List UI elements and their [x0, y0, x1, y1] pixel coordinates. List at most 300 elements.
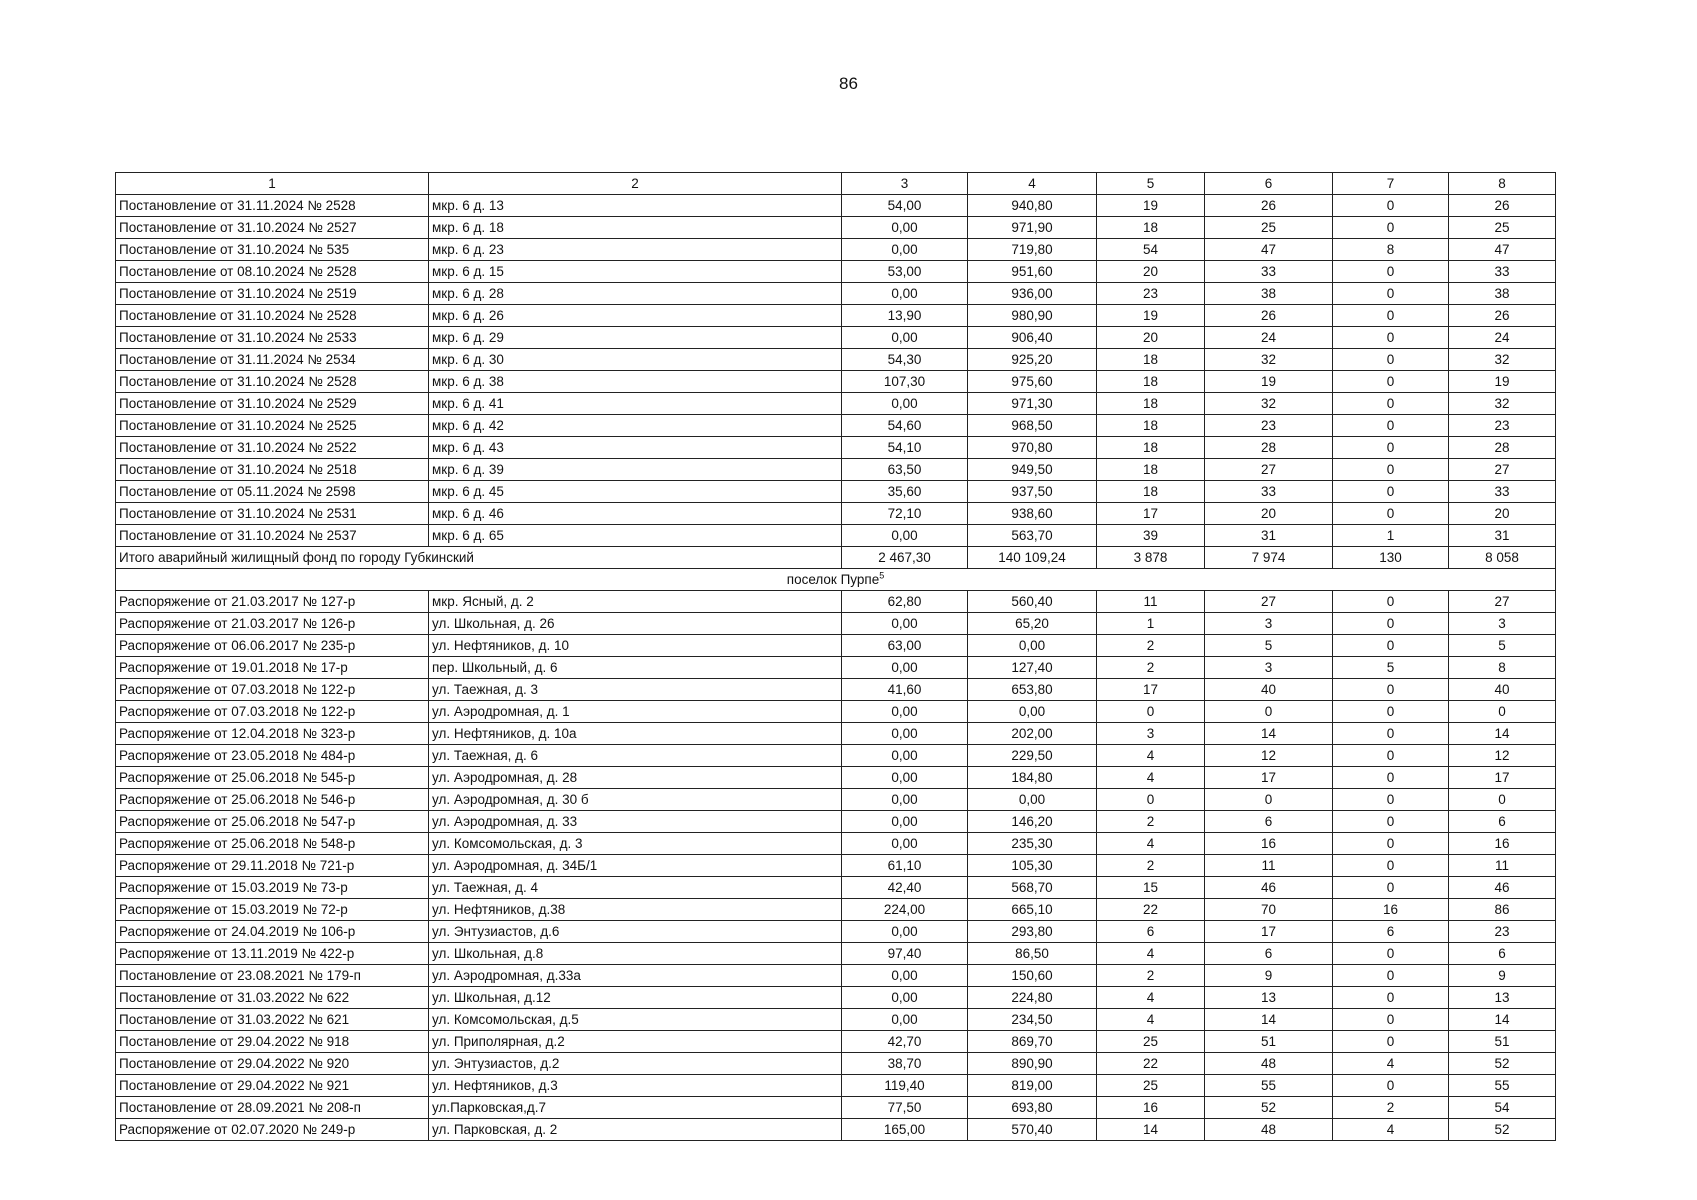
- address-cell: мкр. 6 д. 13: [429, 195, 842, 217]
- total-value-cell: 130: [1333, 547, 1449, 569]
- header-cell: 6: [1205, 173, 1333, 195]
- col5-cell: 17: [1097, 679, 1205, 701]
- document-cell: Распоряжение от 29.11.2018 № 721-р: [116, 855, 429, 877]
- section-row: [116, 569, 1556, 591]
- address-cell: ул. Таежная, д. 6: [429, 745, 842, 767]
- col8-cell: 33: [1449, 481, 1556, 503]
- col5-cell: 1: [1097, 613, 1205, 635]
- col6-cell: 48: [1205, 1119, 1333, 1141]
- col8-cell: 38: [1449, 283, 1556, 305]
- col7-cell: 0: [1333, 877, 1449, 899]
- address-cell: ул. Аэродромная, д. 30 б: [429, 789, 842, 811]
- col7-cell: 8: [1333, 239, 1449, 261]
- col5-cell: 2: [1097, 635, 1205, 657]
- col7-cell: 2: [1333, 1097, 1449, 1119]
- document-cell: Распоряжение от 25.06.2018 № 546-р: [116, 789, 429, 811]
- header-cell: 3: [842, 173, 968, 195]
- col8-cell: 27: [1449, 591, 1556, 613]
- col7-cell: 0: [1333, 327, 1449, 349]
- col5-cell: 39: [1097, 525, 1205, 547]
- col3-cell: 63,50: [842, 459, 968, 481]
- col3-cell: 35,60: [842, 481, 968, 503]
- header-cell: 8: [1449, 173, 1556, 195]
- col8-cell: 6: [1449, 811, 1556, 833]
- col3-cell: 0,00: [842, 745, 968, 767]
- total-value-cell: 140 109,24: [968, 547, 1097, 569]
- document-cell: Распоряжение от 23.05.2018 № 484-р: [116, 745, 429, 767]
- document-cell: Постановление от 23.08.2021 № 179-п: [116, 965, 429, 987]
- col3-cell: 0,00: [842, 283, 968, 305]
- section-title: поселок Пурпе: [786, 572, 880, 587]
- col3-cell: 53,00: [842, 261, 968, 283]
- col8-cell: 26: [1449, 305, 1556, 327]
- header-cell: 7: [1333, 173, 1449, 195]
- col7-cell: 0: [1333, 393, 1449, 415]
- header-cell: 4: [968, 173, 1097, 195]
- col4-cell: 906,40: [968, 327, 1097, 349]
- address-cell: мкр. 6 д. 26: [429, 305, 842, 327]
- col5-cell: 22: [1097, 1053, 1205, 1075]
- col4-cell: 971,90: [968, 217, 1097, 239]
- col4-cell: 869,70: [968, 1031, 1097, 1053]
- col6-cell: 17: [1205, 921, 1333, 943]
- document-cell: Постановление от 28.09.2021 № 208-п: [116, 1097, 429, 1119]
- address-cell: ул. Таежная, д. 4: [429, 877, 842, 899]
- col5-cell: 4: [1097, 1009, 1205, 1031]
- col4-cell: 0,00: [968, 789, 1097, 811]
- table-row: [116, 855, 1556, 877]
- col7-cell: 0: [1333, 415, 1449, 437]
- col6-cell: 24: [1205, 327, 1333, 349]
- document-cell: Постановление от 05.11.2024 № 2598: [116, 481, 429, 503]
- table-row: [116, 437, 1556, 459]
- address-cell: мкр. 6 д. 41: [429, 393, 842, 415]
- col3-cell: 0,00: [842, 393, 968, 415]
- col4-cell: 568,70: [968, 877, 1097, 899]
- col3-cell: 42,40: [842, 877, 968, 899]
- table-row: [116, 327, 1556, 349]
- col3-cell: 107,30: [842, 371, 968, 393]
- col3-cell: 0,00: [842, 701, 968, 723]
- document-cell: Постановление от 29.04.2022 № 921: [116, 1075, 429, 1097]
- address-cell: ул. Энтузиастов, д.6: [429, 921, 842, 943]
- col5-cell: 2: [1097, 855, 1205, 877]
- col3-cell: 62,80: [842, 591, 968, 613]
- table-row: [116, 349, 1556, 371]
- col7-cell: 0: [1333, 767, 1449, 789]
- col4-cell: 653,80: [968, 679, 1097, 701]
- document-cell: Постановление от 31.10.2024 № 2522: [116, 437, 429, 459]
- table-row: [116, 767, 1556, 789]
- col3-cell: 0,00: [842, 921, 968, 943]
- col4-cell: 184,80: [968, 767, 1097, 789]
- address-cell: ул. Школьная, д.12: [429, 987, 842, 1009]
- col4-cell: 968,50: [968, 415, 1097, 437]
- col5-cell: 18: [1097, 217, 1205, 239]
- address-cell: ул. Аэродромная, д. 1: [429, 701, 842, 723]
- address-cell: мкр. 6 д. 30: [429, 349, 842, 371]
- col7-cell: 0: [1333, 349, 1449, 371]
- address-cell: ул. Аэродромная, д. 33: [429, 811, 842, 833]
- document-cell: Распоряжение от 21.03.2017 № 127-р: [116, 591, 429, 613]
- col4-cell: 229,50: [968, 745, 1097, 767]
- col8-cell: 23: [1449, 921, 1556, 943]
- col5-cell: 18: [1097, 415, 1205, 437]
- table-row: [116, 239, 1556, 261]
- col8-cell: 9: [1449, 965, 1556, 987]
- col5-cell: 14: [1097, 1119, 1205, 1141]
- col7-cell: 0: [1333, 811, 1449, 833]
- col4-cell: 224,80: [968, 987, 1097, 1009]
- col5-cell: 6: [1097, 921, 1205, 943]
- col3-cell: 0,00: [842, 657, 968, 679]
- table-row: [116, 701, 1556, 723]
- table-row: [116, 943, 1556, 965]
- col4-cell: 693,80: [968, 1097, 1097, 1119]
- col6-cell: 28: [1205, 437, 1333, 459]
- col8-cell: 33: [1449, 261, 1556, 283]
- col7-cell: 0: [1333, 855, 1449, 877]
- col8-cell: 14: [1449, 723, 1556, 745]
- col8-cell: 11: [1449, 855, 1556, 877]
- col8-cell: 23: [1449, 415, 1556, 437]
- col8-cell: 86: [1449, 899, 1556, 921]
- col5-cell: 15: [1097, 877, 1205, 899]
- col4-cell: 563,70: [968, 525, 1097, 547]
- address-cell: ул. Нефтяников, д. 10а: [429, 723, 842, 745]
- col4-cell: 951,60: [968, 261, 1097, 283]
- document-cell: Постановление от 31.10.2024 № 2529: [116, 393, 429, 415]
- col5-cell: 4: [1097, 767, 1205, 789]
- col5-cell: 4: [1097, 745, 1205, 767]
- header-cell: 5: [1097, 173, 1205, 195]
- total-value-cell: 8 058: [1449, 547, 1556, 569]
- table-row: [116, 1053, 1556, 1075]
- col3-cell: 0,00: [842, 987, 968, 1009]
- col5-cell: 2: [1097, 965, 1205, 987]
- document-cell: Распоряжение от 12.04.2018 № 323-р: [116, 723, 429, 745]
- col7-cell: 16: [1333, 899, 1449, 921]
- col7-cell: 0: [1333, 459, 1449, 481]
- col6-cell: 17: [1205, 767, 1333, 789]
- address-cell: мкр. 6 д. 38: [429, 371, 842, 393]
- col7-cell: 0: [1333, 283, 1449, 305]
- col6-cell: 51: [1205, 1031, 1333, 1053]
- col3-cell: 54,00: [842, 195, 968, 217]
- col3-cell: 0,00: [842, 723, 968, 745]
- col8-cell: 8: [1449, 657, 1556, 679]
- col6-cell: 20: [1205, 503, 1333, 525]
- col7-cell: 0: [1333, 613, 1449, 635]
- col6-cell: 33: [1205, 261, 1333, 283]
- col7-cell: 4: [1333, 1119, 1449, 1141]
- document-cell: Постановление от 31.10.2024 № 2519: [116, 283, 429, 305]
- col6-cell: 52: [1205, 1097, 1333, 1119]
- col4-cell: 234,50: [968, 1009, 1097, 1031]
- table-row: [116, 635, 1556, 657]
- col7-cell: 0: [1333, 1031, 1449, 1053]
- table-row: [116, 195, 1556, 217]
- col6-cell: 9: [1205, 965, 1333, 987]
- col5-cell: 20: [1097, 261, 1205, 283]
- address-cell: мкр. 6 д. 43: [429, 437, 842, 459]
- col7-cell: 0: [1333, 503, 1449, 525]
- total-value-cell: 7 974: [1205, 547, 1333, 569]
- col8-cell: 0: [1449, 701, 1556, 723]
- col8-cell: 20: [1449, 503, 1556, 525]
- col7-cell: 0: [1333, 723, 1449, 745]
- header-row: [116, 173, 1556, 195]
- housing-fund-table: [115, 172, 1556, 1141]
- col4-cell: 150,60: [968, 965, 1097, 987]
- col6-cell: 3: [1205, 657, 1333, 679]
- col6-cell: 12: [1205, 745, 1333, 767]
- col3-cell: 0,00: [842, 811, 968, 833]
- document-cell: Распоряжение от 07.03.2018 № 122-р: [116, 701, 429, 723]
- document-cell: Постановление от 31.10.2024 № 2528: [116, 305, 429, 327]
- document-cell: Постановление от 31.10.2024 № 2525: [116, 415, 429, 437]
- table-row: [116, 921, 1556, 943]
- address-cell: мкр. 6 д. 29: [429, 327, 842, 349]
- total-value-cell: 3 878: [1097, 547, 1205, 569]
- col5-cell: 25: [1097, 1075, 1205, 1097]
- col6-cell: 5: [1205, 635, 1333, 657]
- document-cell: Постановление от 29.04.2022 № 918: [116, 1031, 429, 1053]
- col7-cell: 0: [1333, 965, 1449, 987]
- address-cell: ул. Комсомольская, д.5: [429, 1009, 842, 1031]
- address-cell: мкр. 6 д. 18: [429, 217, 842, 239]
- address-cell: мкр. 6 д. 65: [429, 525, 842, 547]
- document-cell: Постановление от 31.10.2024 № 2537: [116, 525, 429, 547]
- col6-cell: 70: [1205, 899, 1333, 921]
- col5-cell: 22: [1097, 899, 1205, 921]
- col7-cell: 0: [1333, 943, 1449, 965]
- col3-cell: 165,00: [842, 1119, 968, 1141]
- col7-cell: 0: [1333, 591, 1449, 613]
- col8-cell: 17: [1449, 767, 1556, 789]
- table-row: [116, 877, 1556, 899]
- col3-cell: 77,50: [842, 1097, 968, 1119]
- col4-cell: 890,90: [968, 1053, 1097, 1075]
- col8-cell: 0: [1449, 789, 1556, 811]
- col4-cell: 0,00: [968, 701, 1097, 723]
- document-cell: Постановление от 31.10.2024 № 535: [116, 239, 429, 261]
- col4-cell: 86,50: [968, 943, 1097, 965]
- address-cell: мкр. 6 д. 15: [429, 261, 842, 283]
- table-row: [116, 525, 1556, 547]
- col3-cell: 0,00: [842, 239, 968, 261]
- address-cell: мкр. 6 д. 42: [429, 415, 842, 437]
- col6-cell: 26: [1205, 195, 1333, 217]
- col6-cell: 26: [1205, 305, 1333, 327]
- col6-cell: 48: [1205, 1053, 1333, 1075]
- col3-cell: 13,90: [842, 305, 968, 327]
- col3-cell: 0,00: [842, 789, 968, 811]
- table-row: [116, 371, 1556, 393]
- table-row: [116, 1075, 1556, 1097]
- col7-cell: 0: [1333, 1075, 1449, 1097]
- document-cell: Постановление от 31.10.2024 № 2533: [116, 327, 429, 349]
- col6-cell: 14: [1205, 1009, 1333, 1031]
- col7-cell: 0: [1333, 481, 1449, 503]
- table-row: [116, 679, 1556, 701]
- address-cell: ул. Энтузиастов, д.2: [429, 1053, 842, 1075]
- table-row: [116, 723, 1556, 745]
- col8-cell: 19: [1449, 371, 1556, 393]
- table-row: [116, 459, 1556, 481]
- col6-cell: 13: [1205, 987, 1333, 1009]
- col4-cell: 940,80: [968, 195, 1097, 217]
- header-cell: 1: [116, 173, 429, 195]
- col4-cell: 560,40: [968, 591, 1097, 613]
- table-row: [116, 305, 1556, 327]
- col8-cell: 46: [1449, 877, 1556, 899]
- col6-cell: 46: [1205, 877, 1333, 899]
- col4-cell: 665,10: [968, 899, 1097, 921]
- col8-cell: 47: [1449, 239, 1556, 261]
- col3-cell: 54,10: [842, 437, 968, 459]
- table-row: [116, 833, 1556, 855]
- col4-cell: 719,80: [968, 239, 1097, 261]
- col3-cell: 0,00: [842, 1009, 968, 1031]
- col4-cell: 235,30: [968, 833, 1097, 855]
- address-cell: ул. Парковская, д. 2: [429, 1119, 842, 1141]
- col8-cell: 52: [1449, 1119, 1556, 1141]
- total-row: [116, 547, 1556, 569]
- col5-cell: 0: [1097, 789, 1205, 811]
- address-cell: мкр. 6 д. 46: [429, 503, 842, 525]
- col6-cell: 19: [1205, 371, 1333, 393]
- col4-cell: 971,30: [968, 393, 1097, 415]
- page-number: 86: [839, 74, 858, 93]
- col4-cell: 105,30: [968, 855, 1097, 877]
- document-cell: Распоряжение от 25.06.2018 № 545-р: [116, 767, 429, 789]
- col6-cell: 55: [1205, 1075, 1333, 1097]
- table-row: [116, 987, 1556, 1009]
- col3-cell: 41,60: [842, 679, 968, 701]
- col6-cell: 31: [1205, 525, 1333, 547]
- col3-cell: 0,00: [842, 525, 968, 547]
- col4-cell: 127,40: [968, 657, 1097, 679]
- col3-cell: 61,10: [842, 855, 968, 877]
- col6-cell: 25: [1205, 217, 1333, 239]
- col4-cell: 970,80: [968, 437, 1097, 459]
- document-cell: Распоряжение от 25.06.2018 № 548-р: [116, 833, 429, 855]
- address-cell: мкр. 6 д. 28: [429, 283, 842, 305]
- table-row: [116, 1119, 1556, 1141]
- document-cell: Постановление от 31.10.2024 № 2531: [116, 503, 429, 525]
- document-cell: Постановление от 31.03.2022 № 621: [116, 1009, 429, 1031]
- table-row: [116, 591, 1556, 613]
- col6-cell: 16: [1205, 833, 1333, 855]
- col5-cell: 0: [1097, 701, 1205, 723]
- col3-cell: 0,00: [842, 217, 968, 239]
- col4-cell: 975,60: [968, 371, 1097, 393]
- col7-cell: 0: [1333, 305, 1449, 327]
- document-cell: Постановление от 31.11.2024 № 2528: [116, 195, 429, 217]
- address-cell: мкр. Ясный, д. 2: [429, 591, 842, 613]
- address-cell: ул. Школьная, д. 26: [429, 613, 842, 635]
- col8-cell: 25: [1449, 217, 1556, 239]
- col8-cell: 51: [1449, 1031, 1556, 1053]
- col7-cell: 0: [1333, 261, 1449, 283]
- col6-cell: 6: [1205, 943, 1333, 965]
- document-cell: Постановление от 29.04.2022 № 920: [116, 1053, 429, 1075]
- col7-cell: 4: [1333, 1053, 1449, 1075]
- col5-cell: 17: [1097, 503, 1205, 525]
- col7-cell: 0: [1333, 701, 1449, 723]
- col8-cell: 13: [1449, 987, 1556, 1009]
- address-cell: ул. Нефтяников, д.3: [429, 1075, 842, 1097]
- col4-cell: 925,20: [968, 349, 1097, 371]
- address-cell: ул. Аэродромная, д.33а: [429, 965, 842, 987]
- document-cell: Постановление от 31.11.2024 № 2534: [116, 349, 429, 371]
- table-row: [116, 657, 1556, 679]
- address-cell: ул. Комсомольская, д. 3: [429, 833, 842, 855]
- col6-cell: 6: [1205, 811, 1333, 833]
- table-row: [116, 217, 1556, 239]
- col4-cell: 980,90: [968, 305, 1097, 327]
- document-cell: Распоряжение от 02.07.2020 № 249-р: [116, 1119, 429, 1141]
- col8-cell: 54: [1449, 1097, 1556, 1119]
- address-cell: ул.Парковская,д.7: [429, 1097, 842, 1119]
- table-row: [116, 899, 1556, 921]
- col6-cell: 33: [1205, 481, 1333, 503]
- col5-cell: 54: [1097, 239, 1205, 261]
- address-cell: ул. Нефтяников, д.38: [429, 899, 842, 921]
- col4-cell: 819,00: [968, 1075, 1097, 1097]
- document-cell: Распоряжение от 15.03.2019 № 73-р: [116, 877, 429, 899]
- table-row: [116, 965, 1556, 987]
- table-row: [116, 283, 1556, 305]
- col7-cell: 0: [1333, 833, 1449, 855]
- col4-cell: 202,00: [968, 723, 1097, 745]
- document-cell: Распоряжение от 25.06.2018 № 547-р: [116, 811, 429, 833]
- address-cell: ул. Аэродромная, д. 28: [429, 767, 842, 789]
- col3-cell: 42,70: [842, 1031, 968, 1053]
- col4-cell: 938,60: [968, 503, 1097, 525]
- col5-cell: 2: [1097, 811, 1205, 833]
- address-cell: ул. Нефтяников, д. 10: [429, 635, 842, 657]
- table-body: [116, 173, 1556, 1141]
- address-cell: мкр. 6 д. 45: [429, 481, 842, 503]
- header-cell: 2: [429, 173, 842, 195]
- table-row: [116, 1097, 1556, 1119]
- col4-cell: 146,20: [968, 811, 1097, 833]
- col7-cell: 1: [1333, 525, 1449, 547]
- col7-cell: 5: [1333, 657, 1449, 679]
- col8-cell: 31: [1449, 525, 1556, 547]
- col7-cell: 0: [1333, 789, 1449, 811]
- col7-cell: 0: [1333, 437, 1449, 459]
- col6-cell: 40: [1205, 679, 1333, 701]
- document-cell: Постановление от 31.10.2024 № 2527: [116, 217, 429, 239]
- total-value-cell: 2 467,30: [842, 547, 968, 569]
- col5-cell: 18: [1097, 459, 1205, 481]
- col8-cell: 6: [1449, 943, 1556, 965]
- col8-cell: 12: [1449, 745, 1556, 767]
- col5-cell: 23: [1097, 283, 1205, 305]
- address-cell: ул. Приполярная, д.2: [429, 1031, 842, 1053]
- col3-cell: 0,00: [842, 613, 968, 635]
- document-cell: Распоряжение от 07.03.2018 № 122-р: [116, 679, 429, 701]
- col3-cell: 63,00: [842, 635, 968, 657]
- col3-cell: 0,00: [842, 965, 968, 987]
- col5-cell: 18: [1097, 371, 1205, 393]
- col8-cell: 28: [1449, 437, 1556, 459]
- col7-cell: 0: [1333, 371, 1449, 393]
- table-row: [116, 261, 1556, 283]
